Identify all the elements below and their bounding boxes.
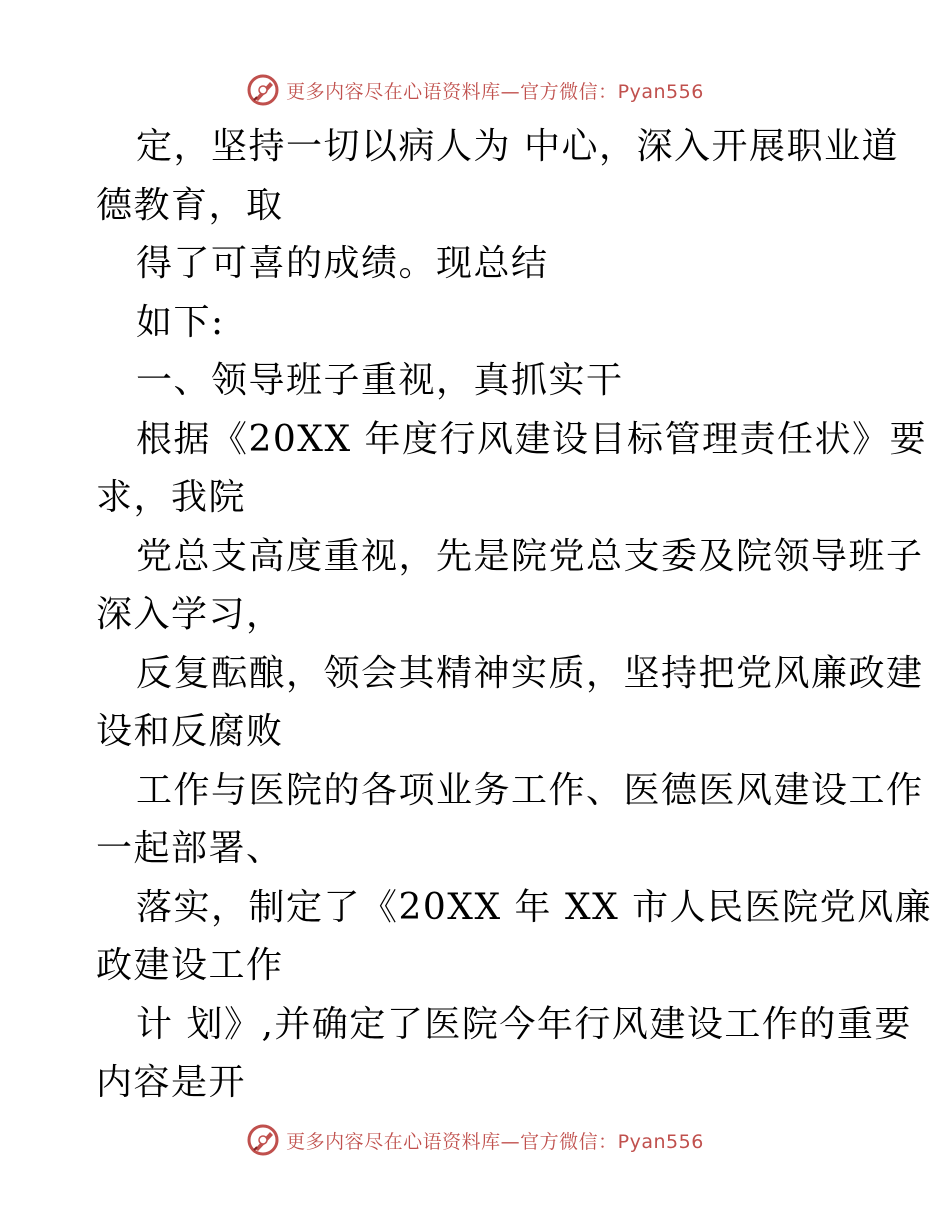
document-body <box>96 118 933 1113</box>
header-watermark-banner <box>0 70 950 110</box>
header-banner-inner <box>246 73 704 107</box>
quill-logo-icon <box>246 1123 280 1157</box>
text-line-14: 落实，制定了《20XX 年 XX 市人民医院党风廉 <box>136 886 933 928</box>
text-line-13: 一起部署、 <box>96 828 284 869</box>
footer-banner-inner <box>246 1123 704 1157</box>
text-line-11: 设和反腐败 <box>96 711 284 752</box>
text-line-3: 得了可喜的成绩。现总结 <box>136 243 549 284</box>
text-line-9: 深入学习， <box>96 594 284 635</box>
text-line-10: 反复酝酿，领会其精神实质，坚持把党风廉政建 <box>136 652 924 694</box>
footer-banner-text: 更多内容尽在心语资料库—官方微信：Pyan556 <box>286 1130 704 1153</box>
footer-watermark-banner <box>0 1120 950 1160</box>
text-line-6: 根据《20XX 年度行风建设目标管理责任状》要 <box>136 418 928 460</box>
text-line-4: 如下: <box>136 301 225 343</box>
text-line-12: 工作与医院的各项业务工作、医德医风建设工作 <box>136 769 924 811</box>
text-line-16: 计 划》,并确定了医院今年行风建设工作的重要 <box>136 1003 912 1045</box>
text-line-2: 德教育，取 <box>96 184 284 226</box>
text-line-15: 政建设工作 <box>96 945 284 986</box>
section-heading-1: 一、领导班子重视，真抓实干 <box>136 360 624 401</box>
header-banner-text: 更多内容尽在心语资料库—官方微信：Pyan556 <box>286 80 704 103</box>
text-line-7: 求，我院 <box>96 477 247 518</box>
text-line-1: 定，坚持一切以病人为 中心，深入开展职业道 <box>136 126 899 167</box>
text-line-8: 党总支高度重视，先是院党总支委及院领导班子 <box>136 535 924 577</box>
quill-logo-icon <box>246 73 280 107</box>
text-line-17: 内容是开 <box>96 1062 247 1103</box>
